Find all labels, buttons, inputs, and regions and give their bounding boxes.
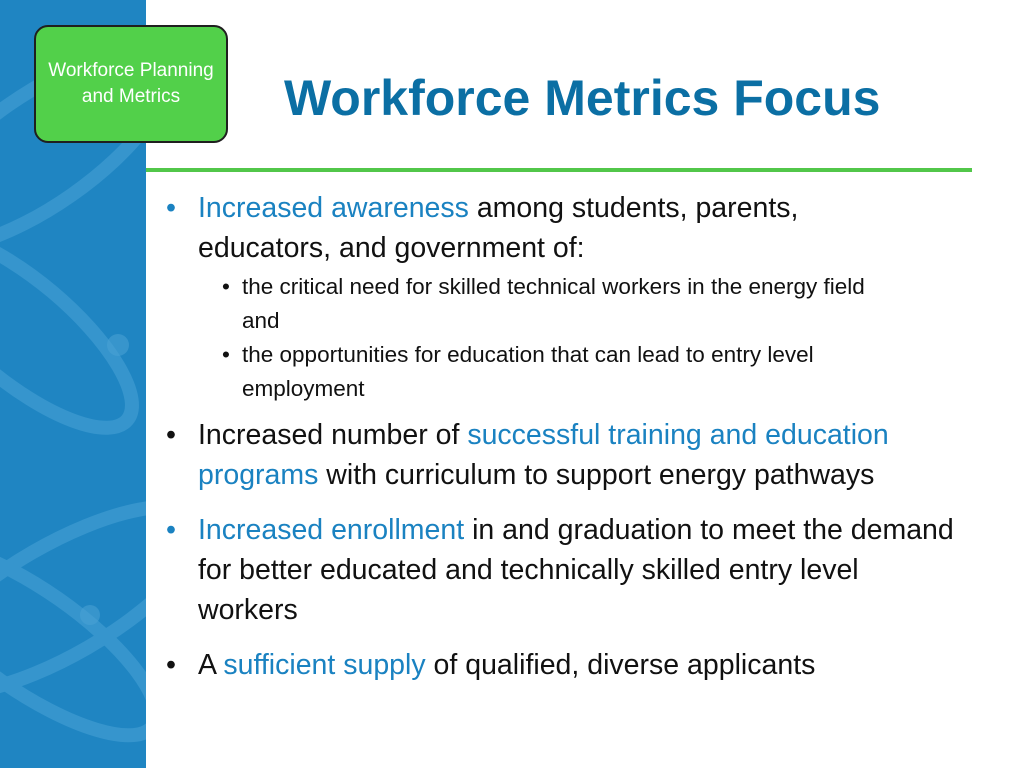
- bullet-text: with curriculum to support energy pathways: [318, 459, 875, 491]
- sub-bullet-dot: •: [222, 274, 230, 299]
- sub-bullet-text: the opportunities for education that can lead to entry level employment: [242, 342, 814, 401]
- bullet-text: among students, parents, educators, and government of:: [198, 192, 799, 264]
- bullet-highlight: Increased awareness: [198, 192, 469, 224]
- bullet-item: [164, 645, 954, 685]
- bullet-item: [164, 510, 954, 630]
- bullet-text: in and graduation to meet the demand for better educated and technically skilled entry level workers: [198, 514, 954, 626]
- bullet-highlight: sufficient supply: [223, 649, 426, 681]
- bullet-dot: •: [166, 419, 176, 451]
- sub-bullet-item: [210, 338, 902, 406]
- bullet-text-prefix: A: [198, 649, 224, 681]
- sub-bullet-text: the critical need for skilled technical workers in the energy field and: [242, 274, 865, 333]
- sub-bullet-item: [210, 270, 902, 338]
- bullet-item: [164, 415, 954, 495]
- title-divider: [146, 168, 972, 172]
- section-badge: [34, 25, 228, 143]
- bullet-dot: •: [166, 649, 176, 681]
- bullet-text-prefix: Increased number of: [198, 419, 468, 451]
- bullet-text: of qualified, diverse applicants: [425, 649, 816, 681]
- bullet-highlight: successful training and education programs: [198, 419, 889, 491]
- sub-bullet-list: [198, 270, 954, 406]
- bullet-dot: •: [166, 192, 176, 224]
- bullet-highlight: Increased enrollment: [198, 514, 465, 546]
- bullet-item: [164, 188, 954, 406]
- slide-title: Workforce Metrics Focus: [284, 70, 881, 126]
- section-badge-label: Workforce Planning and Metrics: [48, 60, 214, 107]
- sub-bullet-dot: •: [222, 342, 230, 367]
- bullet-dot: •: [166, 514, 176, 546]
- bullet-list: [164, 188, 954, 700]
